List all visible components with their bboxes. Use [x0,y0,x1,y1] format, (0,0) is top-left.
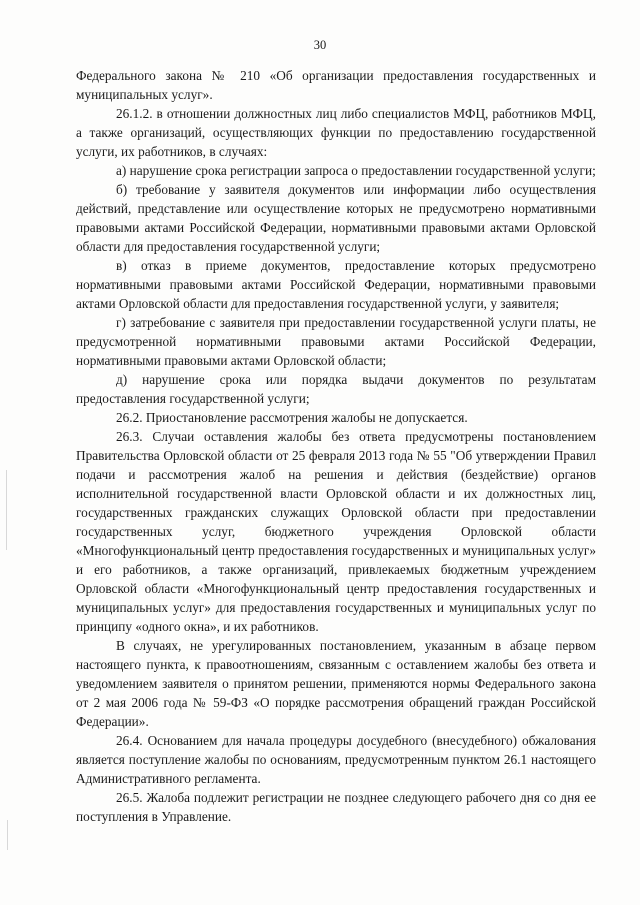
list-item-b: б) требование у заявителя документов или информации либо осуществления действий, представление или осуществление которых не предусмотрено нормативными правовыми актами Российской Федерации, нормативными правовыми актами Орловской области для предоставления государственной услуги; [76,182,596,254]
list-item-g: г) затребование с заявителя при предоставлении государственной услуги платы, не предусмотренной нормативными правовыми актами Российской Федерации, нормативными правовыми актами Орловской области; [76,315,596,368]
paragraph-26-1-2: 26.1.2. в отношении должностных лиц либо специалистов МФЦ, работников МФЦ, а также организаций, осуществляющих функции по предоставлению государственной услуги, их работников, в случаях: [76,106,596,159]
scan-edge-mark [7,820,8,850]
list-item-d: д) нарушение срока или порядка выдачи документов по результатам предоставления государственной услуги; [76,372,596,406]
paragraph-26-5: 26.5. Жалоба подлежит регистрации не позднее следующего рабочего дня со дня ее поступления в Управление. [76,790,596,824]
scan-edge-mark [6,470,7,550]
paragraph-26-3-continued: В случаях, не урегулированных постановлением, указанным в абзаце первом настоящего пункта, к правоотношениям, связанным с оставлением жалобы без ответа и уведомлением заявителя о принятом решении, применяются нормы Федерального закона от 2 мая 2006 года № 59-ФЗ «О порядке рассмотрения обращений граждан Российской Федерации». [76,638,596,729]
list-item-v: в) отказ в приеме документов, предоставление которых предусмотрено нормативными правовыми актами Российской Федерации, нормативными правовыми актами Орловской области для предоставления государственной услуги, у заявителя; [76,258,596,311]
paragraph-26-4: 26.4. Основанием для начала процедуры досудебного (внесудебного) обжалования является поступление жалобы по основаниям, предусмотренным пунктом 26.1 настоящего Административного регламента. [76,733,596,786]
paragraph-26-3: 26.3. Случаи оставления жалобы без ответа предусмотрены постановлением Правительства Орловской области от 25 февраля 2013 года № 55 "Об утверждении Правил подачи и рассмотрения жалоб на решения и действия (бездействие) органов исполнительной государственной власти Орловской области и их должностных лиц, государственных гражданских служащих Орловской области при предоставлении государственных услуг, бюджетного учреждения Орловской области «Многофункциональный центр предоставления государственных и муниципальных услуг» и его работников, а также организаций, привлекаемых бюджетным учреждением Орловской области «Многофункциональный центр предоставления государственных и муниципальных услуг» для предоставления государственных и муниципальных услуг по принципу «одного окна», и их работников. [76,429,596,634]
list-item-a: а) нарушение срока регистрации запроса о предоставлении государственной услуги; [116,163,596,178]
page-number: 30 [313,38,327,52]
paragraph-continuation: Федерального закона № 210 «Об организации предоставления государственных и муниципальных услуг». [76,68,596,102]
paragraph-26-2: 26.2. Приостановление рассмотрения жалобы не допускается. [116,410,468,425]
body-text [76,66,596,826]
